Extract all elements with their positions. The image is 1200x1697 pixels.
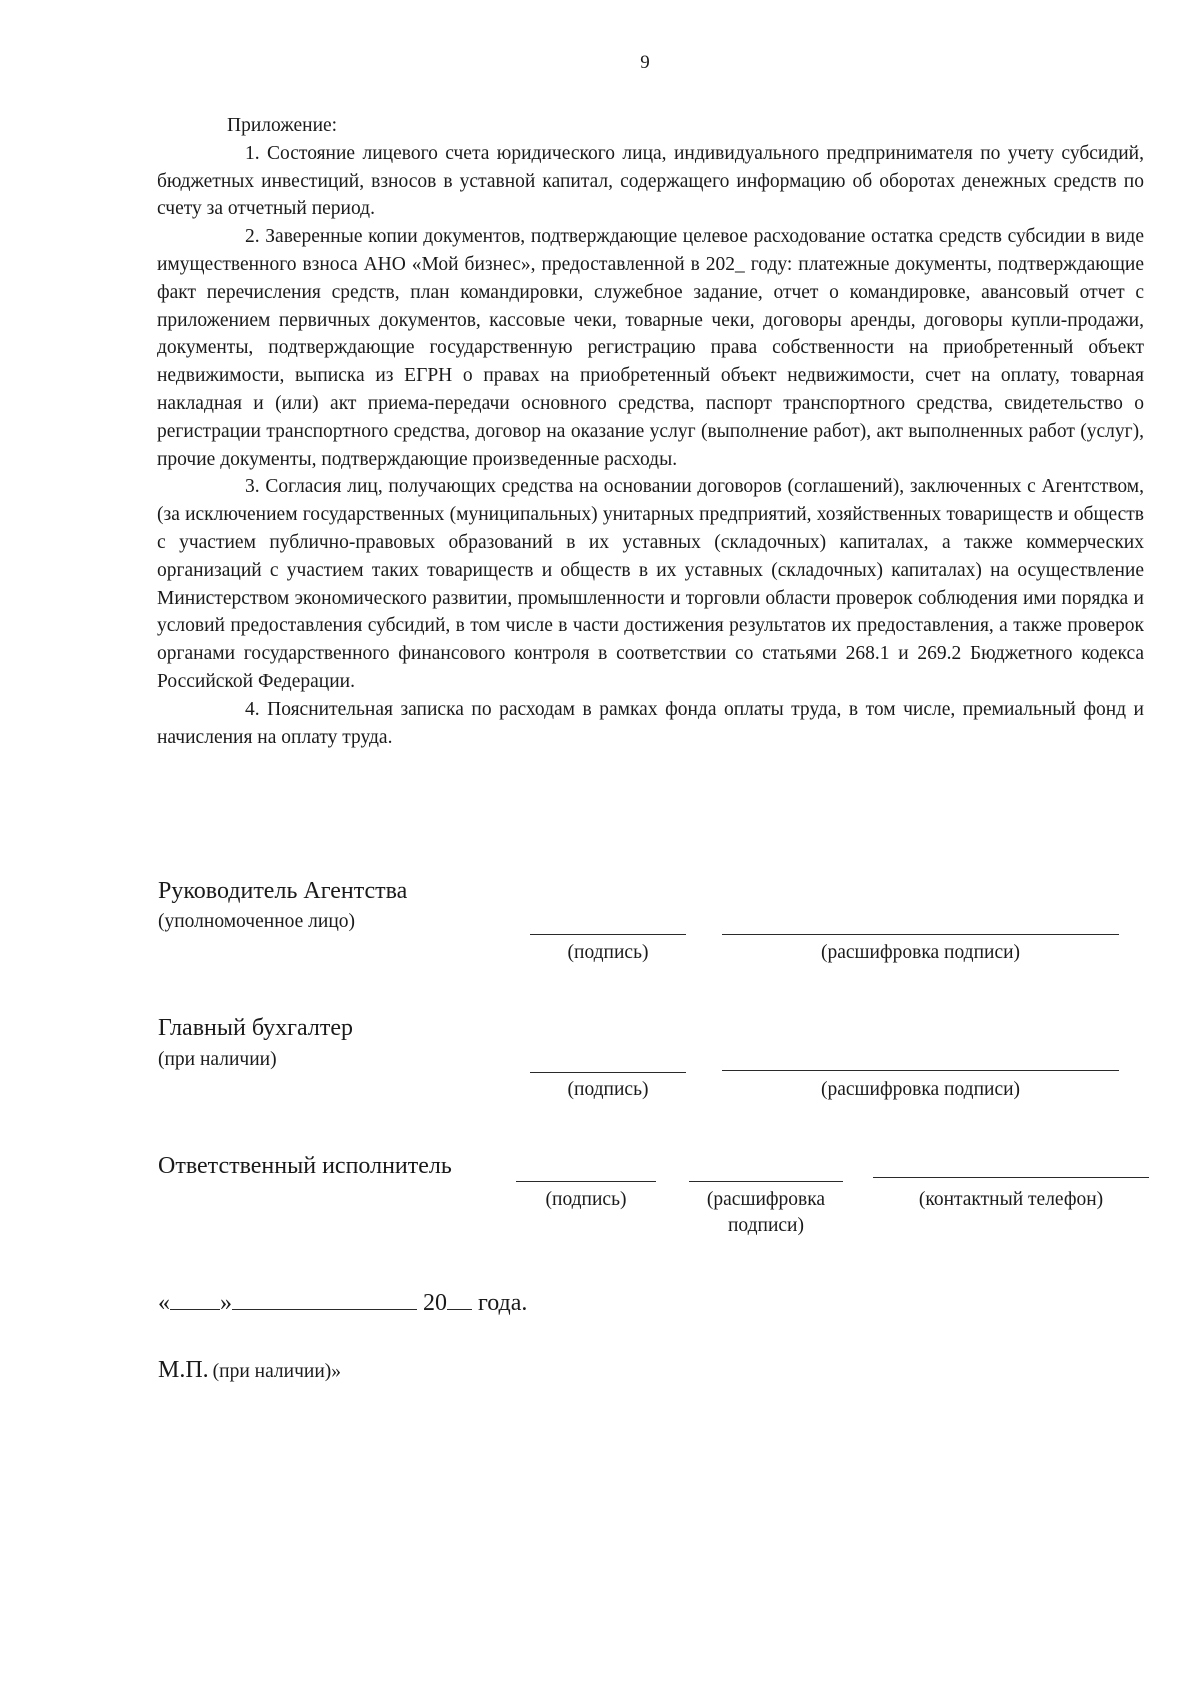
appendix-item-3: 3. Согласия лиц, получающих средства на основании договоров (соглашений), заключенных с Агентством, (за исключением государственных (муниципальных) унитарных предприятий, хозяйственных товариществ и обществ с участием публично-правовых образований в их уставных (складочных) капиталах, а также коммерческих организаций с участием таких товариществ и обществ в их уставных (складочных) капиталах) на осуществление Министерством экономического развитии, промышленности и торговли области проверок соблюдения ими порядка и условий предоставления субсидий, в том числе в части достижения результатов их предоставления, а также проверок органами государственного финансового контроля в соответствии со статьями 268.1 и 269.2 Бюджетного кодекса Российской Федерации. bbox=[157, 476, 1144, 692]
page-number: 9 bbox=[640, 52, 650, 73]
year-suffix: года. bbox=[478, 1290, 528, 1316]
stamp-note: (при наличии)» bbox=[212, 1361, 342, 1382]
executor-name-line[interactable] bbox=[689, 1181, 843, 1182]
stamp-label: М.П. bbox=[158, 1357, 209, 1383]
executor-signature-caption: (подпись) bbox=[545, 1189, 627, 1210]
head-title: Руководитель Агентства bbox=[158, 878, 408, 904]
accountant-name-caption: (расшифровка подписи) bbox=[820, 1079, 1021, 1100]
appendix-item-4: 4. Пояснительная записка по расходам в рамках фонда оплаты труда, в том числе, премиальный фонд и начисления на оплату труда. bbox=[157, 698, 1144, 748]
date-close-quote: » bbox=[220, 1290, 232, 1316]
accountant-title: Главный бухгалтер bbox=[158, 1015, 353, 1041]
date-line bbox=[158, 1289, 527, 1317]
executor-name-caption: (расшифровка подписи) bbox=[706, 1189, 826, 1236]
stamp-place bbox=[158, 1357, 341, 1384]
head-name-line[interactable] bbox=[722, 934, 1119, 935]
appendix-item-2: 2. Заверенные копии документов, подтверждающие целевое расходование остатка средств субсидии в виде имущественного взноса АНО «Мой бизнес», предоставленной в 202_ году: платежные документы, подтверждающие факт перечисления средств, план командировки, служебное задание, отчет о командировке, авансовый отчет с приложением первичных документов, кассовые чеки, товарные чеки, договоры аренды, договоры купли-продажи, документы, подтверждающие государственную регистрацию права собственности на приобретенный объект недвижимости, выписка из ЕГРН о правах на приобретенный объект недвижимости, счет на оплату, товарная накладная и (или) акт приема-передачи основного средства, паспорт транспортного средства, свидетельство о регистрации транспортного средства, договор на оказание услуг (выполнение работ), акт выполненных работ (услуг), прочие документы, подтверждающие произведенные расходы. bbox=[157, 226, 1144, 470]
head-name-caption: (расшифровка подписи) bbox=[820, 942, 1021, 963]
executor-signature-line[interactable] bbox=[516, 1181, 656, 1182]
accountant-signature-line[interactable] bbox=[530, 1072, 686, 1073]
head-signature-line[interactable] bbox=[530, 934, 686, 935]
year-blank[interactable] bbox=[447, 1289, 472, 1310]
month-blank[interactable] bbox=[232, 1289, 417, 1310]
day-blank[interactable] bbox=[170, 1289, 220, 1310]
head-subtitle: (уполномоченное лицо) bbox=[158, 911, 355, 932]
accountant-signature-caption: (подпись) bbox=[567, 1079, 649, 1100]
accountant-subtitle: (при наличии) bbox=[158, 1049, 277, 1070]
accountant-name-line[interactable] bbox=[722, 1070, 1119, 1071]
executor-phone-line[interactable] bbox=[873, 1177, 1149, 1178]
year-prefix: 20 bbox=[423, 1290, 447, 1316]
executor-title: Ответственный исполнитель bbox=[158, 1153, 452, 1179]
head-signature-caption: (подпись) bbox=[567, 942, 649, 963]
appendix-heading: Приложение: bbox=[227, 115, 338, 136]
appendix-item-1: 1. Состояние лицевого счета юридического лица, индивидуального предпринимателя по учету субсидий, бюджетных инвестиций, взносов в уставной капитал, содержащего информацию об оборотах денежных средств по счету за отчетный период. bbox=[157, 142, 1144, 220]
appendix-section bbox=[157, 112, 1144, 751]
executor-phone-caption: (контактный телефон) bbox=[918, 1189, 1104, 1210]
date-open-quote: « bbox=[158, 1290, 170, 1316]
